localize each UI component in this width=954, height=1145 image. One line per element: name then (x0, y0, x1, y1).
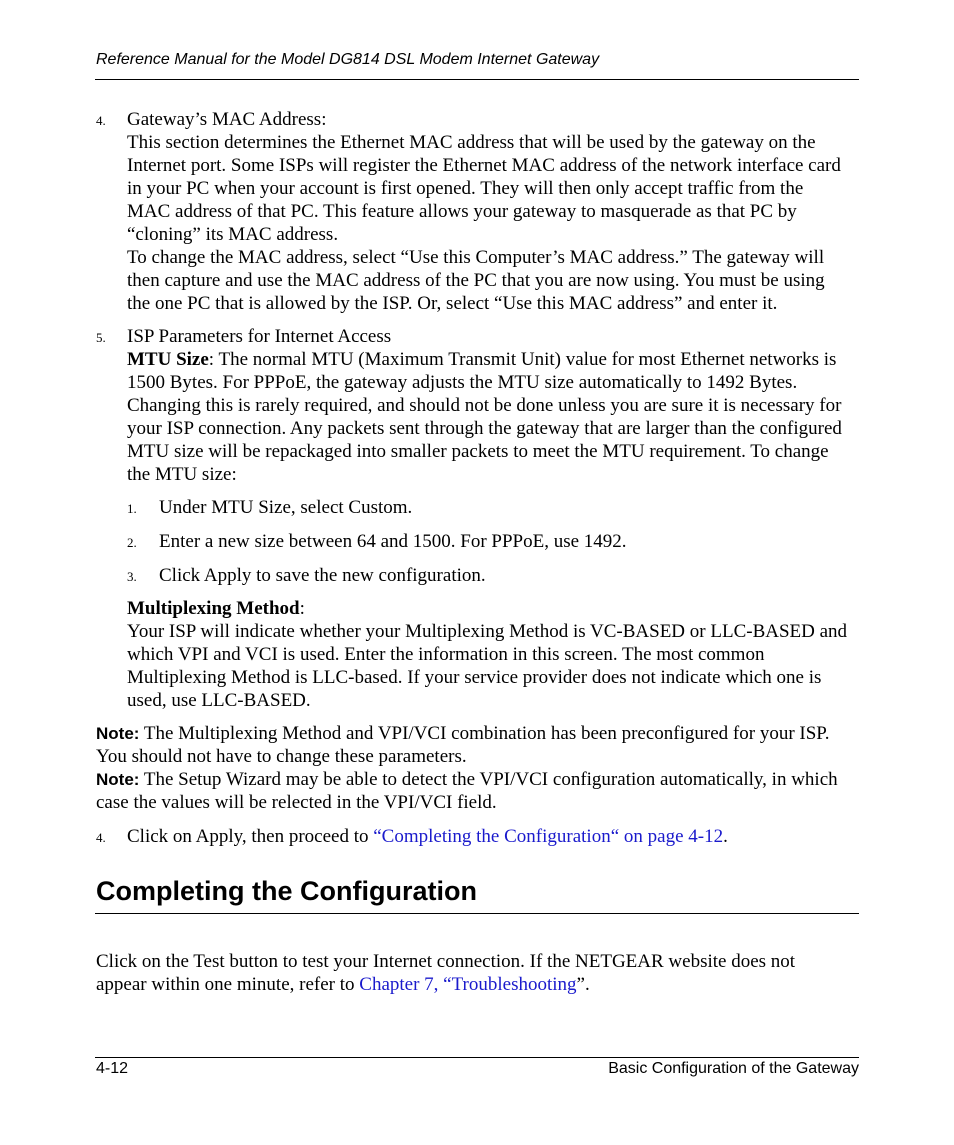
list-number: 5. (96, 330, 106, 345)
footer-divider (95, 1057, 859, 1058)
paragraph-line: Multiplexing Method: (127, 598, 305, 619)
page-number: 4-12 (96, 1060, 129, 1077)
paragraph-line: Multiplexing Method is LLC-based. If your service provider does not indicate which one is (127, 667, 822, 688)
isp-parameters-section (127, 325, 867, 486)
paragraph-line: To change the MAC address, select “Use this Computer’s MAC address.” The gateway will (127, 247, 825, 268)
paragraph-line: This section determines the Ethernet MAC address that will be used by the gateway on the (127, 132, 816, 153)
running-header: Reference Manual for the Model DG814 DSL Modem Internet Gateway (96, 51, 600, 68)
note-label: Note: (96, 724, 140, 743)
note-line: case the values will be relected in the VPI/VCI field. (96, 792, 497, 813)
list-item-title: ISP Parameters for Internet Access (127, 326, 392, 347)
troubleshooting-chapter-link[interactable]: Chapter 7, “Troubleshooting (359, 974, 577, 995)
paragraph-line: MTU Size: The normal MTU (Maximum Transmit Unit) value for most Ethernet networks is (127, 349, 837, 370)
paragraph-line: MTU size will be repackaged into smaller packets to meet the MTU requirement. To change (127, 441, 829, 462)
paragraph-line: Internet port. Some ISPs will register the Ethernet MAC address of the network interface card (127, 155, 841, 176)
paragraph-line: the one PC that is allowed by the ISP. Or, select “Use this MAC address” and enter it. (127, 293, 778, 314)
paragraph-line: your ISP connection. Any packets sent through the gateway that are larger than the configured (127, 418, 842, 439)
mtu-size-label: MTU Size (127, 349, 209, 370)
paragraph-line: “cloning” its MAC address. (127, 224, 339, 245)
step-number: 3. (127, 569, 137, 584)
list-item-title: Gateway’s MAC Address: (127, 109, 327, 130)
paragraph-line: 1500 Bytes. For PPPoE, the gateway adjusts the MTU size automatically to 1492 Bytes. (127, 372, 798, 393)
step-text: Enter a new size between 64 and 1500. For PPPoE, use 1492. (159, 531, 627, 552)
paragraph-line: MAC address of that PC. This feature allows your gateway to masquerade as that PC by (127, 201, 797, 222)
step-text: Under MTU Size, select Custom. (159, 497, 413, 518)
paragraph-line: appear within one minute, refer to Chapter 7, “Troubleshooting”. (96, 974, 590, 995)
paragraph-line: used, use LLC-BASED. (127, 690, 311, 711)
note-label: Note: (96, 770, 140, 789)
step-number: 1. (127, 501, 137, 516)
paragraph-line: Click on the Test button to test your Internet connection. If the NETGEAR website does not (96, 951, 796, 972)
mac-address-section (127, 108, 867, 315)
notes-block (96, 722, 866, 814)
apply-instruction: Click on Apply, then proceed to “Completing the Configuration“ on page 4-12. (127, 826, 728, 847)
note-line: You should not have to change these parameters. (96, 746, 467, 767)
note-line: Note: The Multiplexing Method and VPI/VCI combination has been preconfigured for your ISP. (96, 723, 830, 744)
paragraph-line: then capture and use the MAC address of the PC that you are now using. You must be using (127, 270, 825, 291)
step-number: 2. (127, 535, 137, 550)
paragraph-line: the MTU size: (127, 464, 237, 485)
header-divider (95, 79, 859, 80)
section-heading: Completing the Configuration (96, 876, 477, 906)
multiplexing-method-section (127, 597, 867, 712)
section-divider (95, 913, 859, 914)
chapter-title: Basic Configuration of the Gateway (608, 1060, 859, 1077)
note-line: Note: The Setup Wizard may be able to detect the VPI/VCI configuration automatically, in which (96, 769, 838, 790)
paragraph-line: Your ISP will indicate whether your Multiplexing Method is VC-BASED or LLC-BASED and (127, 621, 848, 642)
completing-configuration-link[interactable]: “Completing the Configuration“ on page 4-12 (373, 826, 724, 847)
paragraph-line: which VPI and VCI is used. Enter the information in this screen. The most common (127, 644, 765, 665)
step-text: Click Apply to save the new configuration. (159, 565, 486, 586)
list-number: 4. (96, 113, 106, 128)
paragraph-line: Changing this is rarely required, and should not be done unless you are sure it is necessary for (127, 395, 842, 416)
section-paragraph (96, 950, 866, 996)
list-number: 4. (96, 830, 106, 845)
multiplexing-method-label: Multiplexing Method (127, 598, 300, 619)
paragraph-line: in your PC when your account is first opened. They will then only accept traffic from the (127, 178, 804, 199)
